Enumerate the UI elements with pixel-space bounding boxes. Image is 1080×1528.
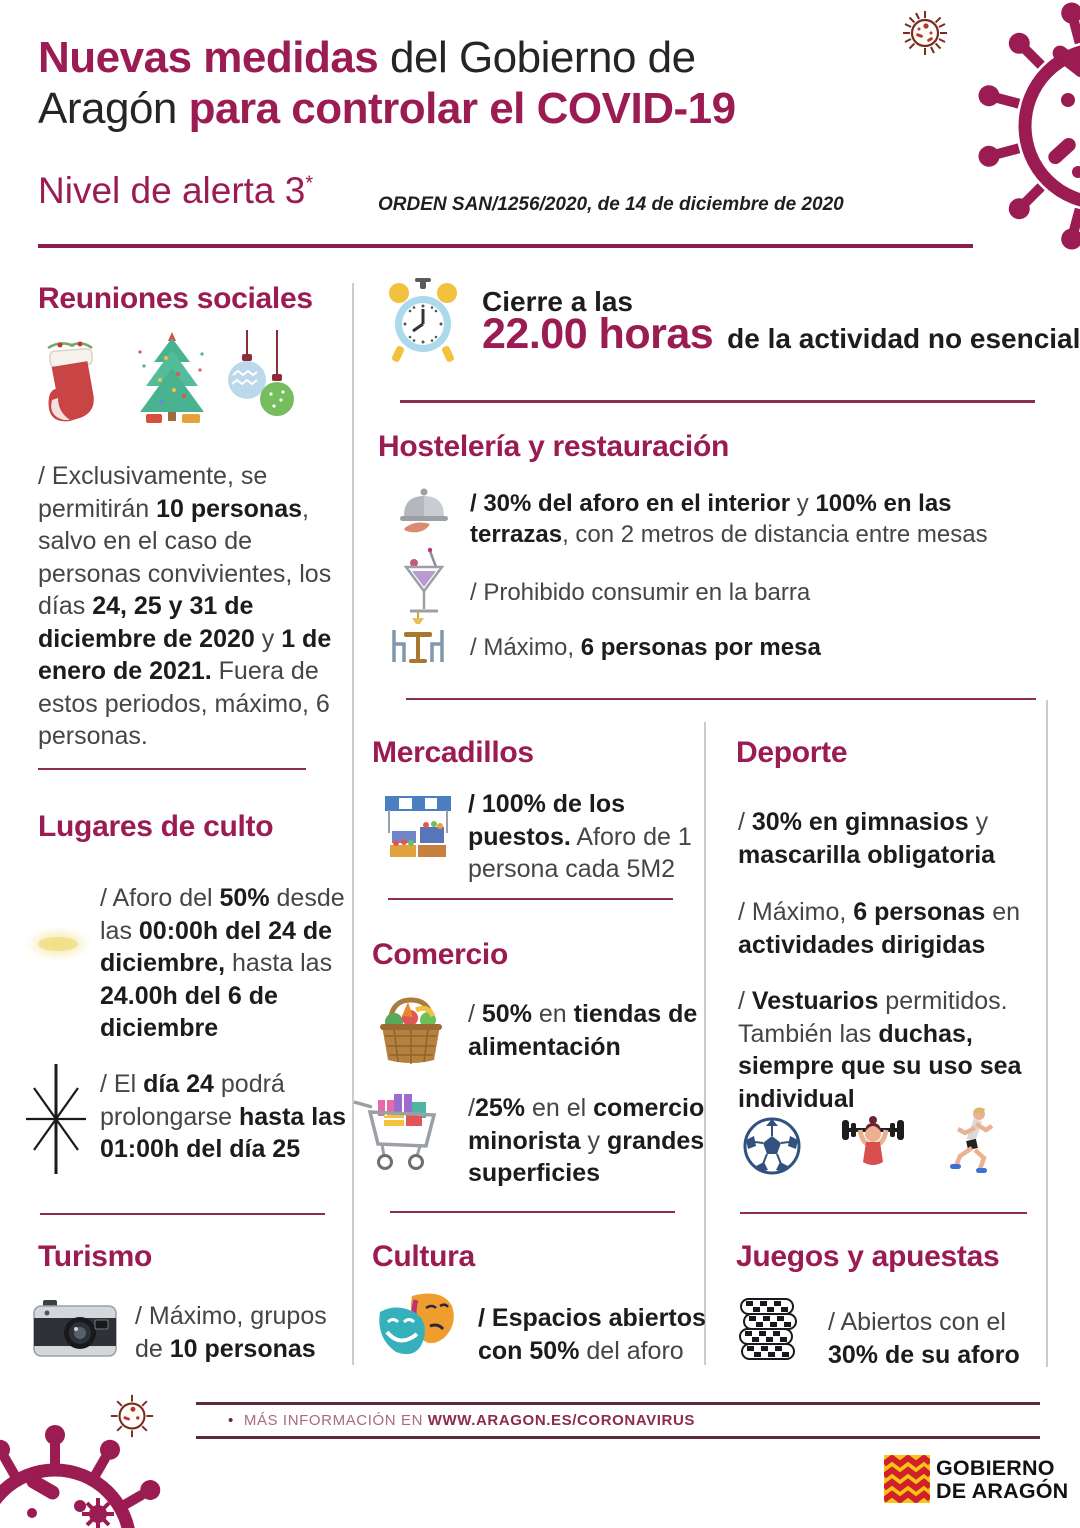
culto-item-1: / Aforo del 50% desde las 00:00h del 24 de diciembre, hasta las 24.00h del 6 de diciembre <box>100 884 345 1042</box>
star-icon <box>20 1062 92 1177</box>
candle-glow-icon <box>18 912 98 977</box>
government-logo <box>936 1457 1068 1502</box>
section-title-juegos: Juegos y apuestas <box>736 1240 1000 1273</box>
hosteleria-item-2: / Prohibido consumir en la barra <box>470 579 811 606</box>
title-plain-2: Aragón <box>38 84 189 134</box>
baubles-icon <box>225 330 297 430</box>
aragon-flag-icon <box>884 1455 930 1503</box>
alert-asterisk: * <box>305 172 314 195</box>
section-title-reuniones: Reuniones sociales <box>38 282 313 315</box>
shopping-cart-icon <box>350 1082 445 1177</box>
turismo-item: / Máximo, grupos de 10 personas <box>135 1302 327 1363</box>
footer-info-url[interactable]: WWW.ARAGON.ES/CORONAVIRUS <box>427 1412 695 1429</box>
theater-masks-icon <box>374 1290 466 1364</box>
footer-line-bottom <box>196 1436 1040 1439</box>
section-title-cultura: Cultura <box>372 1240 475 1273</box>
culto-item-2: / El día 24 podrá prolongarse hasta las 01:00h del día 25 <box>100 1070 346 1163</box>
logo-line-2: DE ARAGÓN <box>936 1478 1069 1503</box>
cultura-item: / Espacios abiertos con 50% del aforo <box>478 1304 706 1365</box>
title-accent-1: Nuevas medidas <box>38 33 379 82</box>
divider <box>388 898 673 900</box>
divider <box>38 768 306 770</box>
divider <box>740 1212 1027 1214</box>
closure-prefix: Cierre a las <box>482 286 633 317</box>
alert-level: Nivel de alerta 3* <box>38 170 314 211</box>
divider <box>390 1211 675 1213</box>
section-title-turismo: Turismo <box>38 1240 153 1273</box>
section-title-comercio: Comercio <box>372 938 508 971</box>
column-divider-3 <box>1046 700 1048 1367</box>
section-title-hosteleria: Hostelería y restauración <box>378 430 729 463</box>
page-title <box>38 32 878 134</box>
footer-line-top <box>196 1402 1040 1405</box>
christmas-stocking-icon <box>40 338 102 430</box>
poker-chips-icon <box>736 1288 802 1364</box>
section-title-mercadillos: Mercadillos <box>372 736 534 769</box>
alarm-clock-icon <box>382 278 464 366</box>
small-virus-icon <box>900 8 950 58</box>
deporte-item-1: / 30% en gimnasios y mascarilla obligatoria <box>738 808 996 869</box>
footer-info-prefix: MÁS INFORMACIÓN EN <box>243 1412 428 1429</box>
header-divider <box>38 244 973 248</box>
table-chairs-icon <box>384 610 452 672</box>
divider <box>40 1213 325 1215</box>
closure-suffix: de la actividad no esencial <box>727 323 1080 354</box>
hosteleria-item-3: / Máximo, 6 personas por mesa <box>470 634 821 661</box>
camera-icon <box>33 1296 117 1360</box>
logo-line-1: GOBIERNO <box>936 1456 1055 1480</box>
deporte-item-2: / Máximo, 6 personas en actividades dirigidas <box>738 898 1021 959</box>
footer-info <box>228 1412 695 1429</box>
divider <box>400 400 1035 403</box>
christmas-tree-icon <box>132 330 212 430</box>
divider <box>406 698 1036 700</box>
running-icon <box>946 1106 998 1176</box>
section-title-culto: Lugares de culto <box>38 810 274 843</box>
deporte-item-3: / Vestuarios permitidos. También las duchas, siempre que su uso sea individual <box>738 987 1022 1113</box>
comercio-item-2: /25% en el comercio minorista y grandes superficies <box>468 1094 705 1187</box>
closure-time-row <box>482 310 1080 359</box>
juegos-item: / Abiertos con el 30% de su aforo <box>828 1308 1020 1369</box>
market-stall-icon <box>382 795 454 861</box>
cloche-icon <box>396 482 452 538</box>
big-virus-icon <box>0 1418 220 1528</box>
hosteleria-item-1: / 30% del aforo en el interior y 100% en las terrazas, con 2 metros de distancia entre mesas <box>470 490 988 549</box>
column-divider-1 <box>352 283 354 1365</box>
order-reference: ORDEN SAN/1256/2020, de 14 de diciembre de 2020 <box>378 194 844 215</box>
weightlifting-icon <box>840 1110 906 1176</box>
soccer-ball-icon <box>742 1116 802 1176</box>
title-accent-2: para controlar el COVID-19 <box>188 84 736 134</box>
comercio-item-1: / 50% en tiendas de alimentación <box>468 1000 698 1061</box>
title-plain-1: del Gobierno de <box>378 33 696 82</box>
reuniones-paragraph: / Exclusivamente, se permitirán 10 personas, salvo en el caso de personas convivientes, los días 24, 25 y 31 de diciembre de 2020 y 1 de enero de 2021. Fuera de estos periodos, máximo, 6 personas. <box>38 462 332 750</box>
bullet-icon: • <box>228 1412 234 1429</box>
mercadillos-item: / 100% de los puestos. Aforo de 1 persona cada 5M2 <box>468 790 692 883</box>
closure-time: 22.00 horas <box>482 310 714 358</box>
section-title-deporte: Deporte <box>736 736 848 769</box>
food-basket-icon <box>372 992 450 1066</box>
big-virus-icon <box>950 2 1080 252</box>
